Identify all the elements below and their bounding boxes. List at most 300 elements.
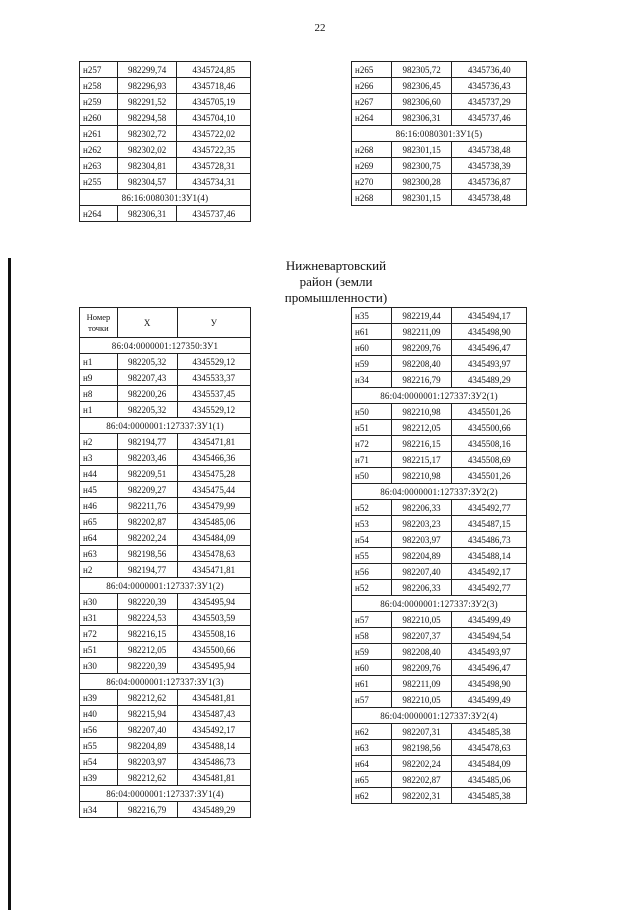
section-row [352, 484, 527, 500]
table-row [352, 500, 527, 516]
y-coordinate-cell: 4345485,38 [452, 788, 527, 804]
x-coordinate-cell: 982206,33 [391, 580, 452, 596]
y-coordinate-cell: 4345484,09 [177, 530, 251, 546]
table-row [80, 126, 251, 142]
x-coordinate-cell: 982203,97 [391, 532, 452, 548]
table-row [80, 706, 251, 722]
point-number-cell: н65 [80, 514, 118, 530]
point-number-cell: н44 [80, 466, 118, 482]
y-coordinate-cell: 4345495,94 [177, 658, 251, 674]
table-row [80, 402, 251, 418]
y-coordinate-cell: 4345494,54 [452, 628, 527, 644]
point-number-cell: н71 [352, 452, 392, 468]
table-row [80, 562, 251, 578]
section-row [80, 786, 251, 802]
coordinates-table-4 [351, 307, 527, 804]
x-coordinate-cell: 982200,26 [117, 386, 177, 402]
cadastral-number: 86:16:0080301:ЗУ1(4) [80, 190, 251, 206]
y-coordinate-cell: 4345493,97 [452, 644, 527, 660]
x-coordinate-cell: 982210,98 [391, 468, 452, 484]
table-row [80, 386, 251, 402]
x-coordinate-cell: 982205,32 [117, 354, 177, 370]
y-coordinate-cell: 4345736,87 [452, 174, 527, 190]
y-coordinate-cell: 4345508,16 [452, 436, 527, 452]
table-row [80, 466, 251, 482]
table-row [80, 498, 251, 514]
x-coordinate-cell: 982202,87 [117, 514, 177, 530]
x-coordinate-cell: 982203,23 [391, 516, 452, 532]
point-number-cell: н45 [80, 482, 118, 498]
table-row [352, 532, 527, 548]
y-coordinate-cell: 4345508,16 [177, 626, 251, 642]
y-coordinate-cell: 4345724,85 [177, 62, 251, 78]
y-coordinate-cell: 4345488,14 [452, 548, 527, 564]
y-coordinate-cell: 4345722,02 [177, 126, 251, 142]
y-coordinate-cell: 4345485,06 [452, 772, 527, 788]
y-coordinate-cell: 4345489,29 [177, 802, 251, 818]
cadastral-number: 86:04:0000001:127337:ЗУ1(2) [80, 578, 251, 594]
table-row [80, 94, 251, 110]
point-number-cell: н2 [80, 562, 118, 578]
point-number-cell: н51 [80, 642, 118, 658]
table-row [352, 548, 527, 564]
table-row [80, 142, 251, 158]
x-coordinate-cell: 982203,46 [117, 450, 177, 466]
table-row [80, 658, 251, 674]
table-row [80, 738, 251, 754]
section-row [352, 388, 527, 404]
x-coordinate-cell: 982211,09 [391, 676, 452, 692]
table-row [352, 564, 527, 580]
y-coordinate-cell: 4345499,49 [452, 612, 527, 628]
y-coordinate-cell: 4345508,69 [452, 452, 527, 468]
x-coordinate-cell: 982216,79 [391, 372, 452, 388]
point-number-cell: н56 [80, 722, 118, 738]
x-coordinate-cell: 982206,33 [391, 500, 452, 516]
table-row [352, 436, 527, 452]
y-coordinate-cell: 4345471,81 [177, 562, 251, 578]
x-coordinate-cell: 982210,98 [391, 404, 452, 420]
x-coordinate-cell: 982207,31 [391, 724, 452, 740]
x-coordinate-cell: 982306,31 [391, 110, 452, 126]
cadastral-number: 86:04:0000001:127337:ЗУ2(2) [352, 484, 527, 500]
x-coordinate-cell: 982198,56 [391, 740, 452, 756]
table-row [352, 772, 527, 788]
x-coordinate-cell: 982209,76 [391, 340, 452, 356]
x-coordinate-cell: 982304,57 [117, 174, 177, 190]
x-coordinate-cell: 982306,45 [391, 78, 452, 94]
x-coordinate-cell: 982211,76 [117, 498, 177, 514]
x-coordinate-cell: 982299,74 [117, 62, 177, 78]
x-coordinate-cell: 982204,89 [117, 738, 177, 754]
table-row [80, 722, 251, 738]
y-coordinate-cell: 4345529,12 [177, 402, 251, 418]
y-coordinate-cell: 4345737,46 [452, 110, 527, 126]
y-coordinate-cell: 4345503,59 [177, 610, 251, 626]
coordinates-table-1 [79, 61, 251, 222]
point-number-cell: н31 [80, 610, 118, 626]
x-coordinate-cell: 982302,72 [117, 126, 177, 142]
table-row [80, 206, 251, 222]
x-coordinate-cell: 982208,40 [391, 644, 452, 660]
y-coordinate-cell: 4345487,43 [177, 706, 251, 722]
y-coordinate-cell: 4345492,17 [452, 564, 527, 580]
point-number-cell: н65 [352, 772, 392, 788]
point-number-cell: н3 [80, 450, 118, 466]
y-coordinate-cell: 4345501,26 [452, 468, 527, 484]
point-number-cell: н62 [352, 788, 392, 804]
y-coordinate-cell: 4345481,81 [177, 690, 251, 706]
point-number-cell: н269 [352, 158, 392, 174]
point-number-cell: н52 [352, 580, 392, 596]
y-coordinate-cell: 4345492,17 [177, 722, 251, 738]
x-coordinate-cell: 982212,05 [117, 642, 177, 658]
table-row [80, 354, 251, 370]
point-number-cell: н56 [352, 564, 392, 580]
y-coordinate-cell: 4345485,06 [177, 514, 251, 530]
point-number-cell: н267 [352, 94, 392, 110]
table-row [80, 158, 251, 174]
heading-line-3: промышленности) [284, 290, 388, 305]
x-coordinate-cell: 982216,15 [391, 436, 452, 452]
y-coordinate-cell: 4345488,14 [177, 738, 251, 754]
table-row [80, 514, 251, 530]
table-row [80, 642, 251, 658]
point-number-cell: н60 [352, 660, 392, 676]
table-row [352, 110, 527, 126]
point-number-cell: н39 [80, 770, 118, 786]
point-number-cell: н30 [80, 594, 118, 610]
y-coordinate-cell: 4345496,47 [452, 340, 527, 356]
point-number-cell: н63 [352, 740, 392, 756]
x-coordinate-cell: 982220,39 [117, 594, 177, 610]
y-coordinate-cell: 4345479,99 [177, 498, 251, 514]
point-number-cell: н268 [352, 142, 392, 158]
cadastral-number: 86:04:0000001:127337:ЗУ2(3) [352, 596, 527, 612]
x-coordinate-cell: 982300,28 [391, 174, 452, 190]
table-row [352, 94, 527, 110]
point-number-cell: н63 [80, 546, 118, 562]
point-number-cell: н57 [352, 692, 392, 708]
table-row [80, 434, 251, 450]
scan-noise [95, 3, 205, 8]
table-row [352, 516, 527, 532]
x-coordinate-cell: 982216,79 [117, 802, 177, 818]
y-coordinate-cell: 4345500,66 [177, 642, 251, 658]
table-row [80, 546, 251, 562]
y-coordinate-cell: 4345736,43 [452, 78, 527, 94]
table-row [80, 174, 251, 190]
table-row [80, 530, 251, 546]
x-coordinate-cell: 982209,27 [117, 482, 177, 498]
table-row [352, 158, 527, 174]
table-row [352, 420, 527, 436]
x-coordinate-cell: 982212,62 [117, 770, 177, 786]
x-coordinate-cell: 982304,81 [117, 158, 177, 174]
point-number-cell: н266 [352, 78, 392, 94]
point-number-cell: н264 [352, 110, 392, 126]
point-number-cell: н58 [352, 628, 392, 644]
x-coordinate-cell: 982194,77 [117, 434, 177, 450]
table-row [352, 612, 527, 628]
table-row [352, 468, 527, 484]
point-number-cell: н34 [352, 372, 392, 388]
x-coordinate-cell: 982207,40 [391, 564, 452, 580]
column-header-x: Х [117, 308, 177, 338]
x-coordinate-cell: 982294,58 [117, 110, 177, 126]
point-number-cell: н72 [352, 436, 392, 452]
point-number-cell: н46 [80, 498, 118, 514]
table-row [352, 190, 527, 206]
y-coordinate-cell: 4345738,48 [452, 190, 527, 206]
x-coordinate-cell: 982207,43 [117, 370, 177, 386]
x-coordinate-cell: 982296,93 [117, 78, 177, 94]
table-row [352, 78, 527, 94]
y-coordinate-cell: 4345495,94 [177, 594, 251, 610]
coordinates-table-3 [79, 307, 251, 818]
point-number-cell: н263 [80, 158, 118, 174]
table-row [352, 404, 527, 420]
point-number-cell: н64 [80, 530, 118, 546]
x-coordinate-cell: 982216,15 [117, 626, 177, 642]
point-number-cell: н53 [352, 516, 392, 532]
x-coordinate-cell: 982302,02 [117, 142, 177, 158]
x-coordinate-cell: 982220,39 [117, 658, 177, 674]
x-coordinate-cell: 982202,24 [117, 530, 177, 546]
point-number-cell: н34 [80, 802, 118, 818]
table-row [352, 580, 527, 596]
table-row [352, 740, 527, 756]
x-coordinate-cell: 982202,87 [391, 772, 452, 788]
x-coordinate-cell: 982301,15 [391, 142, 452, 158]
point-number-cell: н61 [352, 324, 392, 340]
y-coordinate-cell: 4345737,46 [177, 206, 251, 222]
x-coordinate-cell: 982212,05 [391, 420, 452, 436]
point-number-cell: н1 [80, 354, 118, 370]
table-row [80, 62, 251, 78]
point-number-cell: н72 [80, 626, 118, 642]
point-number-cell: н268 [352, 190, 392, 206]
x-coordinate-cell: 982211,09 [391, 324, 452, 340]
x-coordinate-cell: 982207,40 [117, 722, 177, 738]
x-coordinate-cell: 982224,53 [117, 610, 177, 626]
section-row [80, 338, 251, 354]
y-coordinate-cell: 4345537,45 [177, 386, 251, 402]
point-number-cell: н257 [80, 62, 118, 78]
y-coordinate-cell: 4345475,44 [177, 482, 251, 498]
point-number-cell: н54 [352, 532, 392, 548]
point-number-cell: н60 [352, 340, 392, 356]
y-coordinate-cell: 4345737,29 [452, 94, 527, 110]
x-coordinate-cell: 982198,56 [117, 546, 177, 562]
point-number-cell: н64 [352, 756, 392, 772]
x-coordinate-cell: 982301,15 [391, 190, 452, 206]
point-number-cell: н54 [80, 754, 118, 770]
table-row [352, 340, 527, 356]
section-row [80, 190, 251, 206]
point-number-cell: н51 [352, 420, 392, 436]
x-coordinate-cell: 982215,94 [117, 706, 177, 722]
x-coordinate-cell: 982305,72 [391, 62, 452, 78]
cadastral-number: 86:04:0000001:127337:ЗУ2(4) [352, 708, 527, 724]
point-number-cell: н9 [80, 370, 118, 386]
section-row [352, 126, 527, 142]
point-number-cell: н262 [80, 142, 118, 158]
y-coordinate-cell: 4345499,49 [452, 692, 527, 708]
table-row [80, 78, 251, 94]
y-coordinate-cell: 4345486,73 [452, 532, 527, 548]
heading-line-1: Нижневартовский [285, 258, 387, 273]
point-number-cell: н61 [352, 676, 392, 692]
point-number-cell: н40 [80, 706, 118, 722]
point-number-cell: н255 [80, 174, 118, 190]
y-coordinate-cell: 4345481,81 [177, 770, 251, 786]
y-coordinate-cell: 4345738,39 [452, 158, 527, 174]
x-coordinate-cell: 982291,52 [117, 94, 177, 110]
table-row [80, 626, 251, 642]
heading-line-2: район (земли [299, 274, 373, 289]
y-coordinate-cell: 4345736,40 [452, 62, 527, 78]
x-coordinate-cell: 982207,37 [391, 628, 452, 644]
table-row [352, 372, 527, 388]
x-coordinate-cell: 982208,40 [391, 356, 452, 372]
point-number-cell: н261 [80, 126, 118, 142]
y-coordinate-cell: 4345475,28 [177, 466, 251, 482]
table-row [352, 356, 527, 372]
x-coordinate-cell: 982219,44 [391, 308, 452, 324]
y-coordinate-cell: 4345705,19 [177, 94, 251, 110]
point-number-cell: н57 [352, 612, 392, 628]
point-number-cell: н30 [80, 658, 118, 674]
x-coordinate-cell: 982202,31 [391, 788, 452, 804]
point-number-cell: н59 [352, 644, 392, 660]
point-number-cell: н55 [352, 548, 392, 564]
y-coordinate-cell: 4345501,26 [452, 404, 527, 420]
section-heading [262, 258, 410, 306]
y-coordinate-cell: 4345485,38 [452, 724, 527, 740]
coordinates-table-2 [351, 61, 527, 206]
column-header-number: Номер точки [80, 308, 118, 338]
table-row [80, 690, 251, 706]
point-number-cell: н39 [80, 690, 118, 706]
table-row [80, 594, 251, 610]
point-number-cell: н259 [80, 94, 118, 110]
point-number-cell: н270 [352, 174, 392, 190]
y-coordinate-cell: 4345496,47 [452, 660, 527, 676]
cadastral-number: 86:04:0000001:127337:ЗУ2(1) [352, 388, 527, 404]
x-coordinate-cell: 982215,17 [391, 452, 452, 468]
point-number-cell: н55 [80, 738, 118, 754]
cadastral-number: 86:16:0080301:ЗУ1(5) [352, 126, 527, 142]
x-coordinate-cell: 982194,77 [117, 562, 177, 578]
y-coordinate-cell: 4345486,73 [177, 754, 251, 770]
y-coordinate-cell: 4345718,46 [177, 78, 251, 94]
point-number-cell: н52 [352, 500, 392, 516]
y-coordinate-cell: 4345704,10 [177, 110, 251, 126]
x-coordinate-cell: 982210,05 [391, 692, 452, 708]
table-row [352, 756, 527, 772]
table-row [80, 770, 251, 786]
x-coordinate-cell: 982306,31 [117, 206, 177, 222]
table-row [352, 644, 527, 660]
table-row [352, 62, 527, 78]
y-coordinate-cell: 4345498,90 [452, 324, 527, 340]
x-coordinate-cell: 982210,05 [391, 612, 452, 628]
point-number-cell: н1 [80, 402, 118, 418]
scan-edge-mark [8, 258, 11, 910]
table-row [352, 660, 527, 676]
section-row [80, 418, 251, 434]
table-row [352, 308, 527, 324]
cadastral-number: 86:04:0000001:127350:ЗУ1 [80, 338, 251, 354]
table-row [352, 788, 527, 804]
point-number-cell: н264 [80, 206, 118, 222]
point-number-cell: н62 [352, 724, 392, 740]
table-row [352, 174, 527, 190]
y-coordinate-cell: 4345728,31 [177, 158, 251, 174]
table-row [80, 482, 251, 498]
x-coordinate-cell: 982209,76 [391, 660, 452, 676]
table-header-row [80, 308, 251, 338]
y-coordinate-cell: 4345494,17 [452, 308, 527, 324]
y-coordinate-cell: 4345738,48 [452, 142, 527, 158]
table-row [352, 676, 527, 692]
y-coordinate-cell: 4345529,12 [177, 354, 251, 370]
y-coordinate-cell: 4345478,63 [177, 546, 251, 562]
y-coordinate-cell: 4345734,31 [177, 174, 251, 190]
x-coordinate-cell: 982300,75 [391, 158, 452, 174]
point-number-cell: н2 [80, 434, 118, 450]
x-coordinate-cell: 982306,60 [391, 94, 452, 110]
y-coordinate-cell: 4345478,63 [452, 740, 527, 756]
table-row [352, 324, 527, 340]
table-row [80, 110, 251, 126]
y-coordinate-cell: 4345493,97 [452, 356, 527, 372]
point-number-cell: н258 [80, 78, 118, 94]
y-coordinate-cell: 4345722,35 [177, 142, 251, 158]
x-coordinate-cell: 982204,89 [391, 548, 452, 564]
x-coordinate-cell: 982203,97 [117, 754, 177, 770]
section-row [352, 596, 527, 612]
point-number-cell: н59 [352, 356, 392, 372]
table-row [80, 450, 251, 466]
section-row [352, 708, 527, 724]
x-coordinate-cell: 982209,51 [117, 466, 177, 482]
section-row [80, 578, 251, 594]
y-coordinate-cell: 4345484,09 [452, 756, 527, 772]
cadastral-number: 86:04:0000001:127337:ЗУ1(3) [80, 674, 251, 690]
table-row [80, 370, 251, 386]
point-number-cell: н35 [352, 308, 392, 324]
table-row [80, 802, 251, 818]
cadastral-number: 86:04:0000001:127337:ЗУ1(4) [80, 786, 251, 802]
point-number-cell: н260 [80, 110, 118, 126]
point-number-cell: н8 [80, 386, 118, 402]
x-coordinate-cell: 982212,62 [117, 690, 177, 706]
cadastral-number: 86:04:0000001:127337:ЗУ1(1) [80, 418, 251, 434]
column-header-y: У [177, 308, 251, 338]
y-coordinate-cell: 4345500,66 [452, 420, 527, 436]
y-coordinate-cell: 4345466,36 [177, 450, 251, 466]
y-coordinate-cell: 4345487,15 [452, 516, 527, 532]
y-coordinate-cell: 4345492,77 [452, 500, 527, 516]
y-coordinate-cell: 4345471,81 [177, 434, 251, 450]
table-row [80, 610, 251, 626]
table-row [352, 692, 527, 708]
section-row [80, 674, 251, 690]
table-row [352, 724, 527, 740]
y-coordinate-cell: 4345498,90 [452, 676, 527, 692]
